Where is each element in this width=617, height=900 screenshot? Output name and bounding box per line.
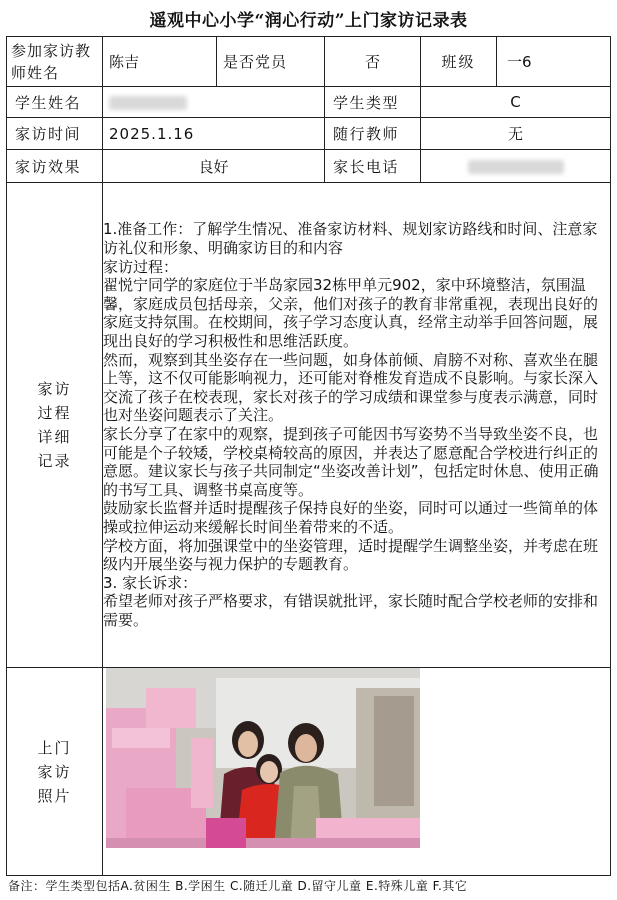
detail-paragraph: 希望老师对孩子严格要求，有错误就批评，家长随时配合学校老师的安排和需要。	[103, 592, 599, 629]
teacher-row	[7, 37, 611, 87]
teacher-label: 参加家访教师姓名	[7, 37, 103, 87]
student-name-value	[103, 87, 325, 118]
type-label: 学生类型	[325, 87, 421, 118]
detail-label-text: 家访过程详细记录	[37, 380, 72, 470]
type-value: C	[421, 87, 611, 118]
photo-cell	[103, 668, 611, 876]
phone-label: 家长电话	[325, 150, 421, 183]
class-value: 一6	[497, 37, 611, 87]
time-row	[7, 118, 611, 150]
detail-row	[7, 183, 611, 668]
detail-paragraph: 翟悦宁同学的家庭位于半岛家园32栋甲单元902，家中环境整洁，氛围温馨，家庭成员包括母亲，父亲，他们对孩子的教育非常重视，表现出良好的家庭支持氛围。在校期间，孩子学习态度认真，经常主动举手回答问题，展现出良好的学习积极性和思维活跃度。	[103, 276, 599, 351]
detail-text-block	[103, 220, 610, 629]
visit-record-table	[6, 36, 611, 876]
student-name-redacted	[109, 96, 187, 110]
effect-row	[7, 150, 611, 183]
photo-row	[7, 668, 611, 876]
accompany-label: 随行教师	[325, 118, 421, 150]
party-value: 否	[325, 37, 421, 87]
student-label: 学生姓名	[7, 87, 103, 118]
form-title: 遥观中心小学“润心行动”上门家访记录表	[149, 11, 468, 31]
detail-label	[7, 183, 103, 668]
detail-paragraph: 1.准备工作：了解学生情况、准备家访材料、规划家访路线和时间、注意家访礼仪和形象、明确家访目的和内容	[103, 220, 598, 258]
home-visit-photo	[106, 668, 420, 848]
footnote: 备注：学生类型包括A.贫困生 B.学困生 C.随迁儿童 D.留守儿童 E.特殊儿童 F.其它	[8, 879, 468, 893]
party-label: 是否党员	[217, 37, 325, 87]
photo-label-text: 上门家访照片	[37, 738, 72, 805]
photo-label	[7, 668, 103, 876]
home-visit-photo-svg	[106, 668, 420, 848]
effect-value: 良好	[103, 150, 325, 183]
effect-label: 家访效果	[7, 150, 103, 183]
class-label: 班级	[421, 37, 497, 87]
detail-content	[103, 183, 611, 668]
accompany-value: 无	[421, 118, 611, 150]
detail-paragraph: 家长分享了在家中的观察，提到孩子可能因书写姿势不当导致坐姿不良，也可能是个子较矮，学校桌椅较高的原因，并表达了愿意配合学校进行纠正的意愿。建议家长与孩子共同制定“坐姿改善计划”，包括定时休息、使用正确的书写工具、调整书桌高度等。	[103, 425, 599, 499]
time-label: 家访时间	[7, 118, 103, 150]
teacher-name-value: 陈吉	[103, 37, 217, 87]
detail-paragraph: 鼓励家长监督并适时提醒孩子保持良好的坐姿，同时可以通过一些简单的体操或拉伸运动来缓解长时间坐着带来的不适。	[103, 499, 599, 536]
student-row	[7, 87, 611, 118]
time-value: 2025.1.16	[103, 118, 325, 150]
phone-value	[421, 150, 611, 183]
detail-paragraph: 家访过程：	[103, 257, 179, 276]
detail-paragraph: 然而，观察到其坐姿存在一些问题，如身体前倾、肩膀不对称、喜欢坐在腿上等，这不仅可能影响视力，还可能对脊椎发育造成不良影响。与家长深入交流了孩子在校表现，家长对孩子的学习成绩和课堂参与度表示满意，同时也对坐姿问题表示了关注。	[103, 350, 599, 425]
detail-paragraph: 3. 家长诉求：	[103, 573, 198, 592]
detail-paragraph: 学校方面，将加强课堂中的坐姿管理，适时提醒学生调整坐姿，并考虑在班级内开展坐姿与视力保护的专题教育。	[103, 536, 599, 574]
phone-redacted	[468, 160, 564, 174]
